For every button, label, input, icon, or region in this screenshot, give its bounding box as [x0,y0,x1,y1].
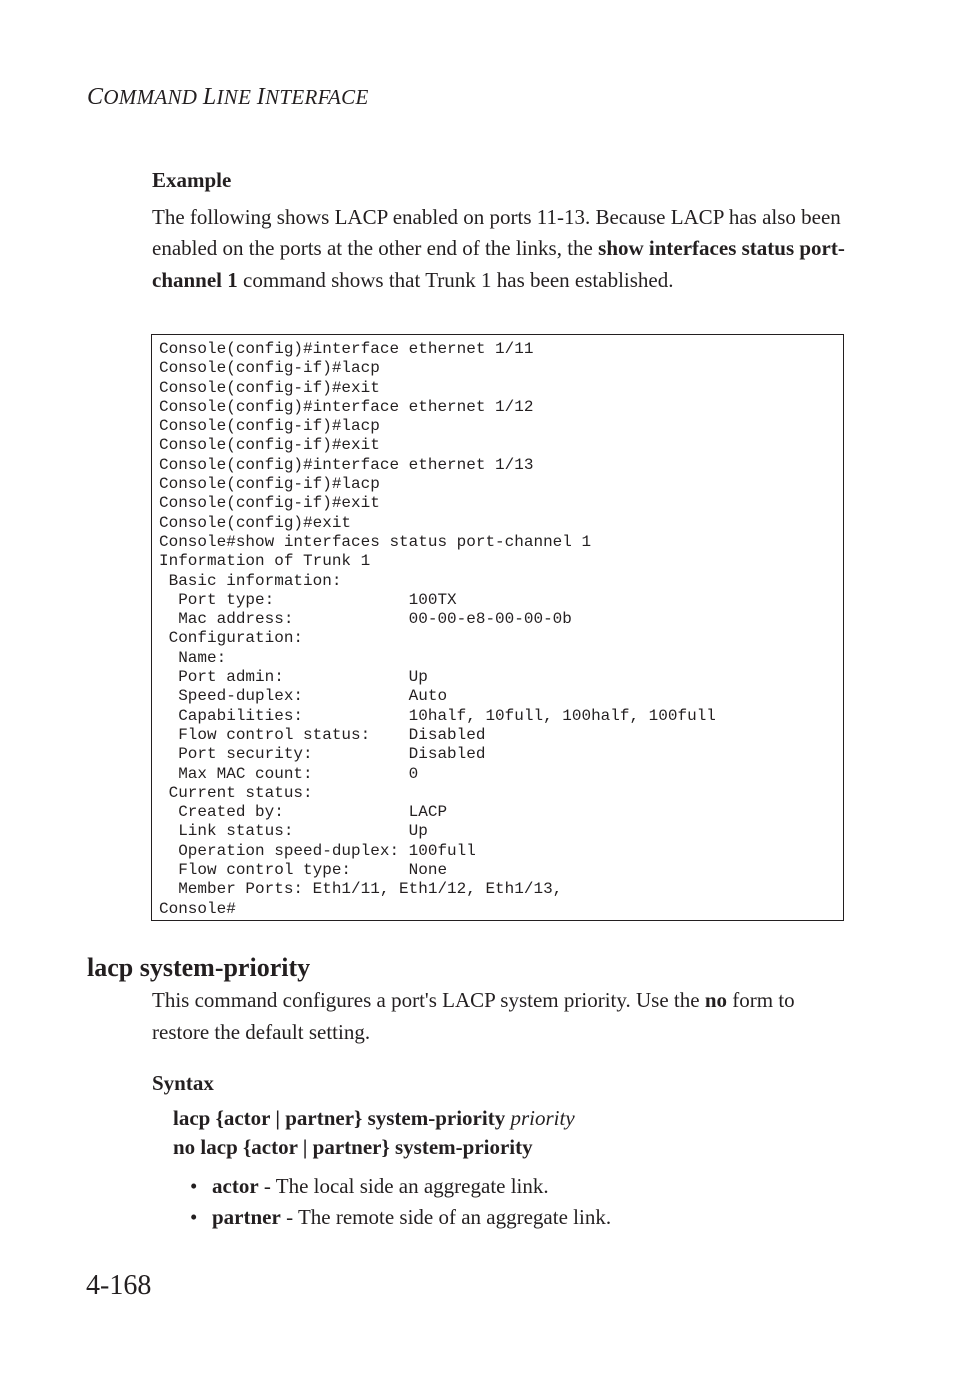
code-line: Flow control status: Disabled [159,725,486,744]
parameter-list [190,1171,611,1233]
code-line: Flow control type: None [159,861,448,880]
code-line: Speed-duplex: Auto [159,687,448,706]
command-description [152,985,852,1048]
param-term: partner [212,1205,281,1229]
syntax-line-1-param: priority [510,1106,575,1130]
code-example-box [151,334,844,921]
code-line: Console(config-if)#exit [159,436,380,455]
code-line: Console# [159,899,236,918]
example-command-ref: show interfaces status port-channel 1 [152,236,845,292]
command-heading: lacp system-priority [87,953,311,982]
code-line: Console(config-if)#lacp [159,417,380,436]
code-line: Console(config)#interface ethernet 1/12 [159,397,534,416]
command-desc-text-2: form to restore the default setting. [152,988,795,1044]
code-line: Created by: LACP [159,803,448,822]
running-head: COMMAND LINE INTERFACE [87,84,369,110]
code-line: Port admin: Up [159,668,428,687]
code-line: Member Ports: Eth1/11, Eth1/12, Eth1/13, [159,880,563,899]
code-line: Console(config-if)#lacp [159,475,380,494]
code-line: Console(config)#exit [159,513,352,532]
syntax-line-1-text: lacp {actor | partner} system-priority [173,1106,511,1130]
param-desc: - The local side an aggregate link. [258,1174,549,1198]
syntax-line-2: no lacp {actor | partner} system-priority [173,1135,533,1159]
code-line: Console(config-if)#exit [159,494,380,513]
list-item [190,1202,611,1233]
example-paragraph [152,202,852,296]
param-term: actor [212,1174,259,1198]
code-line: Console#show interfaces status port-channel 1 [159,532,592,551]
param-desc: - The remote side of an aggregate link. [280,1205,612,1229]
code-line: Capabilities: 10half, 10full, 100half, 100full [159,706,716,725]
code-line: Port security: Disabled [159,745,486,764]
code-line: Link status: Up [159,822,428,841]
code-line: Console(config)#interface ethernet 1/11 [159,340,534,358]
code-line: Console(config-if)#exit [159,378,380,397]
bullet-icon: • [190,1174,198,1198]
code-line: Port type: 100TX [159,590,457,609]
list-item [190,1171,611,1202]
code-line: Information of Trunk 1 [159,552,371,571]
example-heading: Example [152,168,232,192]
code-line: Configuration: [159,629,304,648]
example-text-1: The following shows LACP enabled on ports 11-13. Because LACP has also been enabled on the ports at the other end of the links, the [152,205,841,261]
command-desc-text-1: This command configures a port's LACP system priority. Use the [152,988,705,1012]
code-line: Basic information: [159,571,342,590]
code-line: Mac address: 00-00-e8-00-00-0b [159,610,572,629]
command-desc-keyword: no [704,988,727,1012]
code-line: Max MAC count: 0 [159,764,419,783]
bullet-icon: • [190,1205,198,1229]
syntax-heading: Syntax [152,1071,214,1095]
code-line: Console(config)#interface ethernet 1/13 [159,455,534,474]
page-number: 4-168 [86,1270,152,1301]
example-text-2: command shows that Trunk 1 has been established. [237,267,674,292]
code-line: Operation speed-duplex: 100full [159,841,476,860]
code-line: Name: [159,648,227,667]
syntax-line-1 [173,1106,575,1131]
code-block [152,335,843,919]
code-line: Current status: [159,783,313,802]
code-line: Console(config-if)#lacp [159,359,380,378]
